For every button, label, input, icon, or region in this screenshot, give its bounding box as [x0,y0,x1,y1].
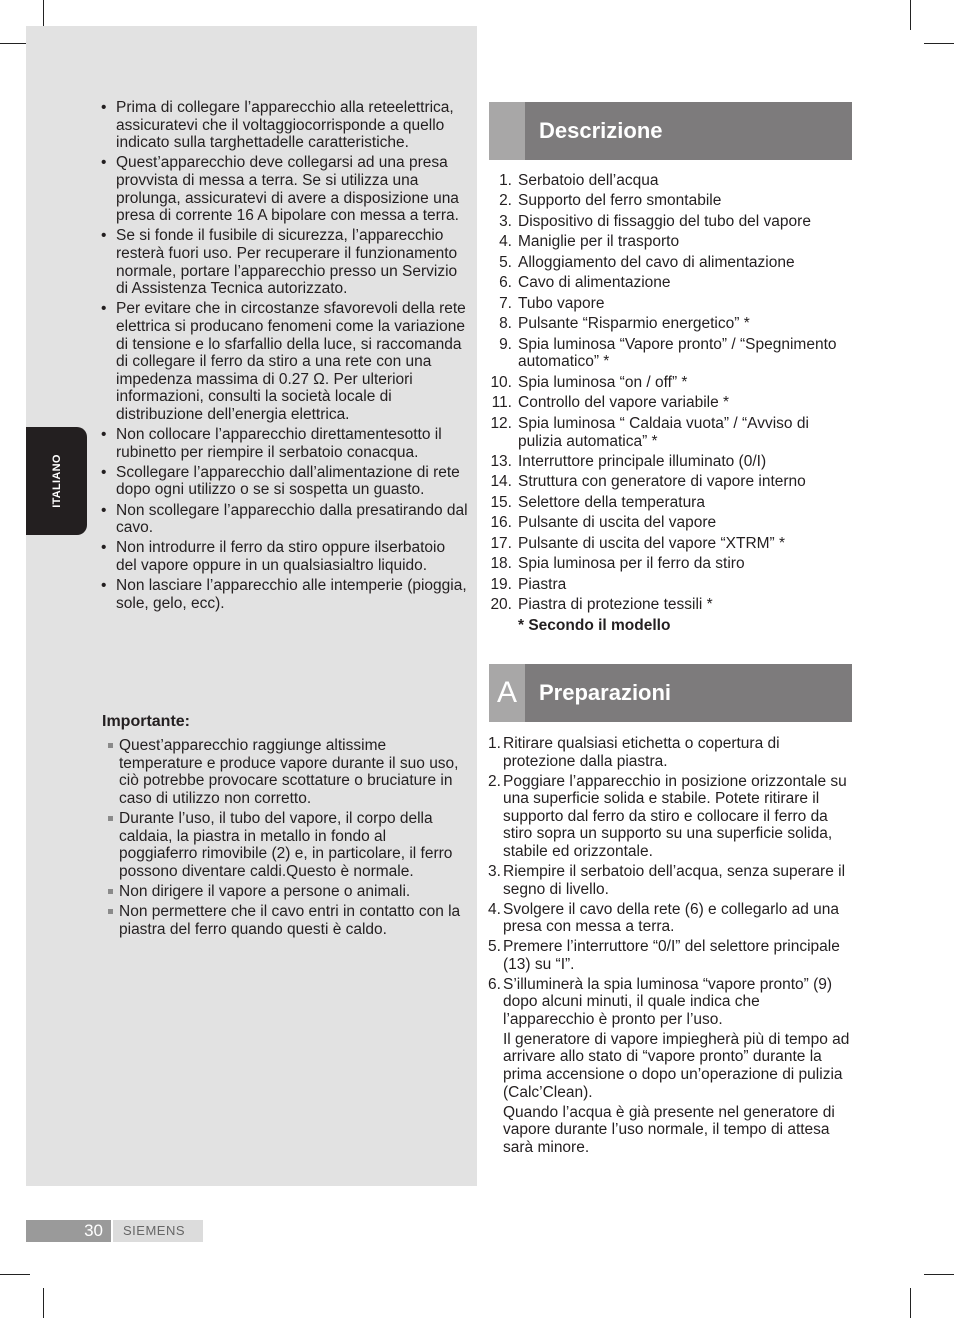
item-number: 13. [490,453,512,470]
step-note: Quando l’acqua è già presente nel generatore di vapore durante l’uso normale, il tempo di attesa sarà minore. [503,1103,835,1156]
preparazioni-list [488,735,854,1159]
item-text: Piastra di protezione tessili * [518,596,713,614]
item-text: Controllo del vapore variabile * [518,394,730,412]
component-item [486,555,856,573]
language-tab-label: ITALIANO [51,454,63,508]
item-number: 20. [490,596,512,614]
preparazioni-title: Preparazioni [539,680,672,705]
item-number: 15. [490,493,512,511]
step-item [488,773,854,861]
important-title: Importante: [102,713,190,730]
item-text: Spia luminosa “ Caldaia vuota” / “Avviso di pulizia automatica” * [518,414,809,450]
item-number: 16. [490,514,512,532]
item-number: 10. [490,373,512,391]
crop-mark [924,43,954,44]
step-item [488,938,854,973]
list-item: Non dirigere il vapore a persone o animali. [108,883,468,901]
step-text: Ritirare qualsiasi etichetta o copertura di protezione dalla piastra. [503,735,780,770]
descrizione-list [486,172,856,617]
item-text: Pulsante di uscita del vapore [518,514,717,532]
step-number: 5. [488,938,501,956]
item-number: 18. [490,555,512,573]
component-item [486,494,856,512]
component-item [486,535,856,553]
step-text: Poggiare l’apparecchio in posizione orizzontale su una superficie solida e stabile. Potete ritirare il supporto dal ferro da stiro e collocare il ferro da stiro sopra un supporto su una superficie solida, stabile ed orizzontale. [503,772,847,860]
component-item [486,172,856,190]
list-item: Non permettere che il cavo entri in contatto con la piastra del ferro quando questi è caldo. [108,903,468,938]
important-list [108,737,468,941]
component-item [486,596,856,614]
component-item [486,576,856,594]
item-text: Alloggiamento del cavo di alimentazione [518,253,795,271]
component-item [486,315,856,333]
list-item: • Scollegare l’apparecchio dall’alimentazione di rete dopo ogni utilizzo o se si sospetta un guasto. [101,464,469,499]
item-text: Selettore della temperatura [518,493,705,511]
step-number: 4. [488,900,501,918]
item-text: Maniglie per il trasporto [518,233,680,251]
item-text: Cavo di alimentazione [518,274,671,292]
item-number: 8. [499,315,512,333]
step-text: Premere l’interruttore “0/I” del selettore principale (13) su “I”. [503,938,840,973]
list-item: • Quest’apparecchio deve collegarsi ad una presa provvista di messa a terra. Se si utilizza una prolunga, assicuratevi di avere a disposizione una presa di corrente 16 A bipolare con messa a terra. [101,154,469,224]
safety-list [101,99,469,615]
item-text: Spia luminosa “on / off” * [518,373,688,391]
component-item [486,415,856,450]
item-number: 3. [499,212,512,230]
descrizione-header [489,102,852,160]
language-tab [26,427,87,535]
crop-mark [924,1274,954,1275]
list-item: • Per evitare che in circostanze sfavorevoli della rete elettrica si producano fenomeni come la variazione di tensione e lo sfarfallio della luce, si raccomanda di collegare il ferro da stiro a una rete con una impedenza massima di 0.27 Ω. Per ulteriori informazioni, consulti la società locale di distribuzione dell’energia elettrica. [101,300,469,423]
component-item [486,254,856,272]
item-number: 19. [490,575,512,593]
preparazioni-header [489,664,852,722]
component-item [486,374,856,392]
step-item [488,863,854,898]
item-text: Dispositivo di fissaggio del tubo del vapore [518,212,811,230]
crop-mark [0,1274,30,1275]
component-item [486,233,856,251]
component-item [486,295,856,313]
crop-mark [43,1288,44,1318]
component-item [486,274,856,292]
step-number: 1. [488,735,501,752]
item-text: Spia luminosa “Vapore pronto” / “Spegnimento automatico” * [518,335,837,371]
step-text: Svolgere il cavo della rete (6) e collegarlo ad una presa con messa a terra. [503,900,840,936]
item-text: Pulsante di uscita del vapore “XTRM” * [518,534,786,552]
component-item [486,336,856,371]
list-item: Quest’apparecchio raggiunge altissime temperature e produce vapore durante il suo uso, ciò potrebbe provocare scottature o bruciature in caso di utilizzo non corretto. [108,737,468,807]
list-item: • Non introdurre il ferro da stiro oppure ilserbatoio del vapore oppure in un qualsiasialtro liquido. [101,539,469,574]
component-item [486,453,856,471]
list-item: • Non collocare l’apparecchio direttamentesotto il rubinetto per riempire il serbatoio conacqua. [101,426,469,461]
list-item: Durante l’uso, il tubo del vapore, il corpo della caldaia, la piastra in metallo in fondo al poggiaferro rimovibile (2) e, in particolare, il ferro possono diventare caldi.Questo è normale. [108,810,468,880]
crop-mark [910,1288,911,1318]
item-number: 7. [499,294,512,312]
item-text: Pulsante “Risparmio energetico” * [518,315,750,333]
step-text: Riempire il serbatoio dell’acqua, senza superare il segno di livello. [503,862,846,898]
item-number: 11. [491,394,512,412]
item-text: Tubo vapore [518,294,605,312]
item-number: 17. [490,534,512,552]
step-item [488,735,854,770]
step-note: Il generatore di vapore impiegherà più di tempo ad arrivare allo stato di “vapore pronto” durante la prima accensione o dopo un’operazione di pulizia (Calc’Clean). [503,1030,850,1101]
component-item [486,192,856,210]
item-text: Struttura con generatore di vapore interno [518,473,806,491]
component-item [486,514,856,532]
component-item [486,394,856,412]
item-text: Spia luminosa per il ferro da stiro [518,555,745,573]
brand-label: SIEMENS [113,1220,203,1242]
descrizione-title: Descrizione [539,118,663,143]
crop-mark [910,0,911,30]
item-number: 1. [499,172,512,189]
step-text: S’illuminerà la spia luminosa “vapore pronto” (9) dopo alcuni minuti, il quale indica che l’apparecchio è pronto per l’uso. [503,975,833,1028]
component-item [486,473,856,491]
page-number: 30 [26,1220,111,1242]
item-text: Serbatoio dell’acqua [518,172,659,189]
descrizione-marker [489,102,525,160]
list-item: • Se si fonde il fusibile di sicurezza, l’apparecchio resterà fuori uso. Per recuperare il funzionamento normale, portare l’apparecchio presso un Servizio di Assistenza Tecnica autorizzato. [101,227,469,297]
item-number: 12. [490,414,512,432]
step-number: 6. [488,975,501,993]
step-number: 3. [488,862,501,880]
item-number: 5. [499,253,512,271]
section-letter: A [489,664,525,722]
item-number: 14. [490,473,512,491]
item-number: 2. [499,192,512,210]
list-item: • Non lasciare l’apparecchio alle intemperie (pioggia, sole, gelo, ecc). [101,577,469,612]
item-number: 9. [499,335,512,353]
item-number: 6. [499,274,512,292]
model-note: * Secondo il modello [518,617,671,634]
step-item [488,976,854,1157]
step-number: 2. [488,772,501,790]
item-text: Piastra [518,575,567,593]
item-number: 4. [499,233,512,251]
item-text: Interruttore principale illuminato (0/I) [518,453,767,470]
step-item [488,901,854,936]
list-item: • Prima di collegare l’apparecchio alla reteelettrica, assicuratevi che il voltaggiocorrisponde a quello indicato sulla targhettadelle caratteristiche. [101,99,469,152]
component-item [486,213,856,231]
item-text: Supporto del ferro smontabile [518,192,722,210]
list-item: • Non scollegare l’apparecchio dalla presatirando dal cavo. [101,502,469,537]
